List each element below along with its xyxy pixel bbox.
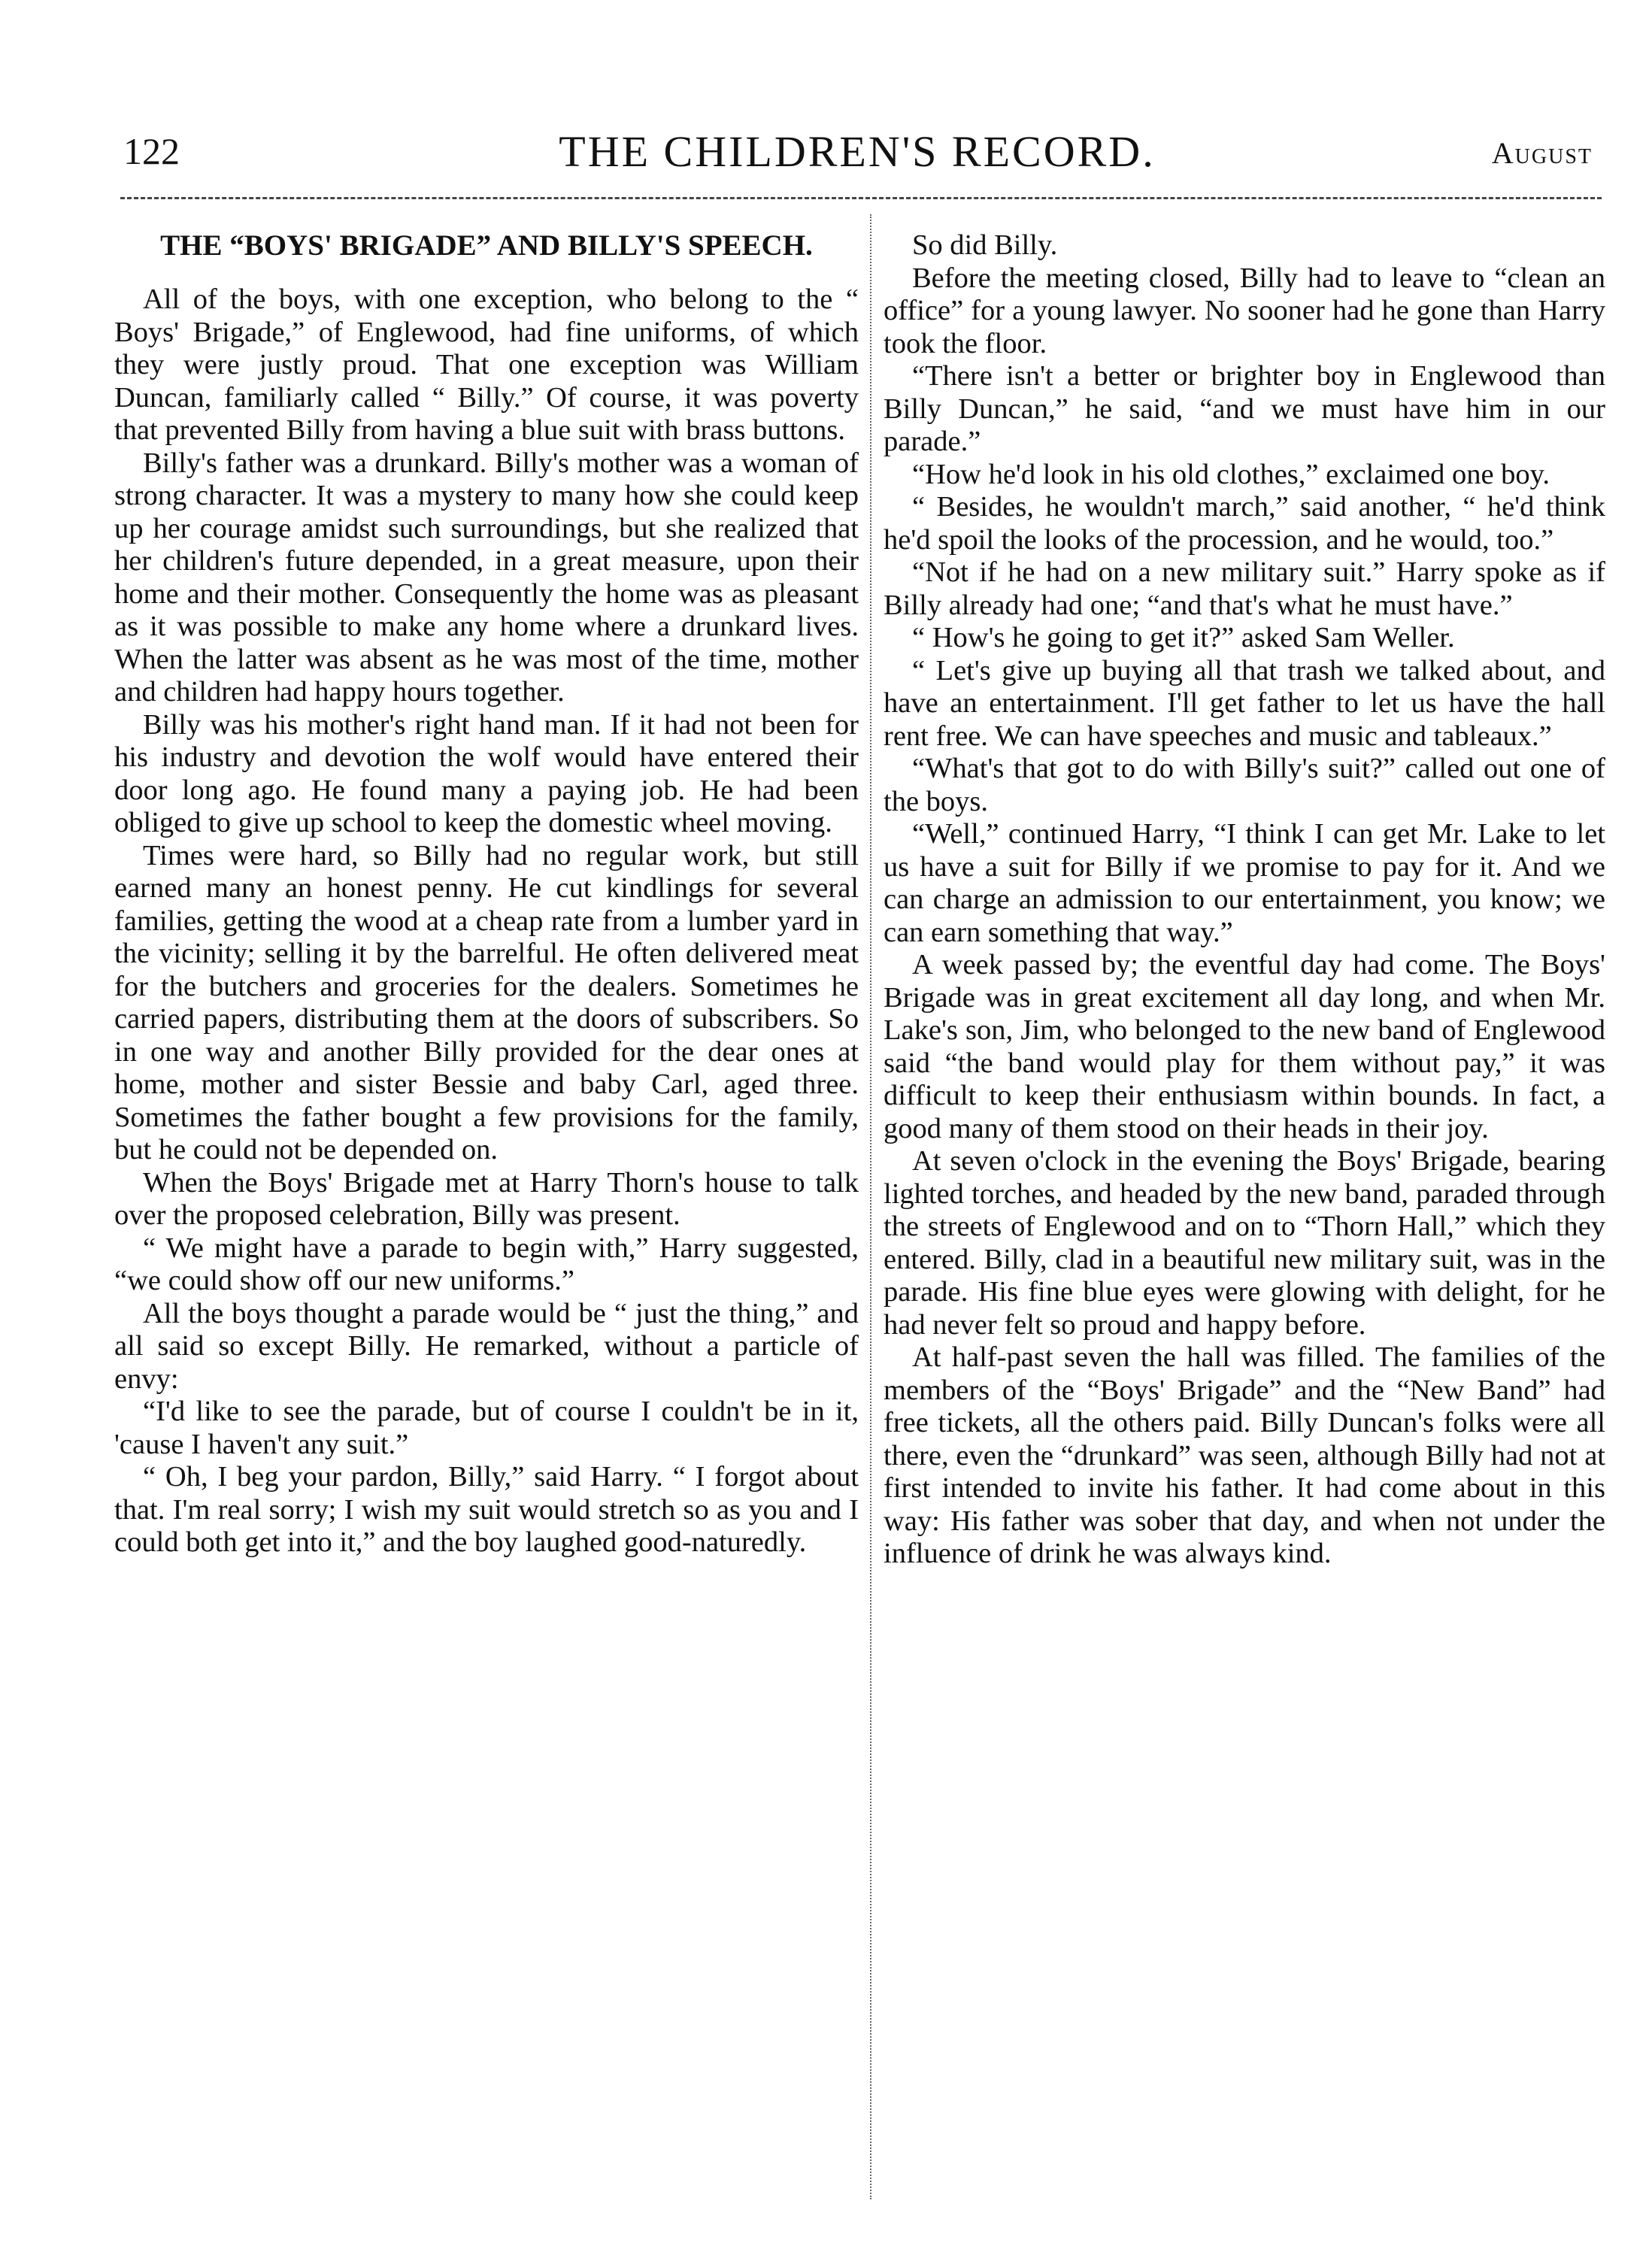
header-rule (120, 197, 1602, 199)
paragraph: At seven o'clock in the evening the Boys' Brigade, bearing lighted torches, and headed by the new band, paraded through the streets of Englewood and on to “Thorn Hall,” which they entered. Billy, clad in a beautiful new military suit, was in the parade. His fine blue eyes were glowing with delight, for he had never felt so proud and happy before. (884, 1145, 1605, 1341)
page-number: 122 (123, 130, 180, 172)
paragraph: All the boys thought a parade would be “ just the thing,” and all said so except Billy. He remarked, without a particle of envy: (114, 1297, 859, 1395)
page-header (113, 126, 1602, 186)
paragraph: A week passed by; the eventful day had come. The Boys' Brigade was in great excitement all day long, and when Mr. Lake's son, Jim, who belonged to the new band of Englewood said “the band would play for them without pay,” it was difficult to keep their enthusiasm within bounds. In fact, a good many of them stood on their heads in their joy. (884, 949, 1605, 1144)
issue-month: August (1491, 136, 1593, 170)
paragraph: “ We might have a parade to begin with,” Harry suggested, “we could show off our new uniforms.” (114, 1232, 859, 1296)
column-divider (870, 214, 871, 2199)
paragraph: “What's that got to do with Billy's suit?” called out one of the boys. (884, 753, 1605, 817)
paragraph: “How he'd look in his old clothes,” exclaimed one boy. (912, 458, 1550, 490)
paragraph: When the Boys' Brigade met at Harry Thorn's house to talk over the proposed celebration, Billy was present. (114, 1166, 859, 1231)
paragraph: “ Let's give up buying all that trash we talked about, and have an entertainment. I'll get father to let us have the hall rent free. We can have speeches and music and tableaux.” (884, 654, 1605, 752)
right-column (884, 229, 1605, 1571)
running-title: THE CHILDREN'S RECORD. (559, 127, 1156, 176)
left-column (114, 229, 859, 1559)
paragraph: Billy's father was a drunkard. Billy's mother was a woman of strong character. It was a mystery to many how she could keep up her courage amidst such surroundings, but she realized that her children's future depended, in a great measure, upon their home and their mother. Consequently the home was as pleasant as it was possible to make any home where a drunkard lives. When the latter was absent as he was most of the time, mother and children had happy hours together. (114, 447, 859, 708)
paragraph: At half-past seven the hall was filled. The families of the members of the “Boys' Brigade” and the “New Band” had free tickets, all the others paid. Billy Duncan's folks were all there, even the “drunkard” was seen, although Billy had not at first intended to invite his father. It had come about in this way: His father was sober that day, and when not under the influence of drink he was always kind. (884, 1341, 1605, 1569)
paragraph: “ Oh, I beg your pardon, Billy,” said Harry. “ I forgot about that. I'm real sorry; I wish my suit would stretch so as you and I could both get into it,” and the boy laughed good-naturedly. (114, 1461, 859, 1558)
paragraph: “Well,” continued Harry, “I think I can get Mr. Lake to let us have a suit for Billy if we promise to pay for it. And we can charge an admission to our entertainment, you know; we can earn something that way.” (884, 818, 1605, 948)
paragraph: “ Besides, he wouldn't march,” said another, “ he'd think he'd spoil the looks of the procession, and he would, too.” (884, 491, 1605, 556)
paragraph: “Not if he had on a new military suit.” Harry spoke as if Billy already had one; “and that's what he must have.” (884, 556, 1605, 621)
paragraph: “ How's he going to get it?” asked Sam Weller. (912, 622, 1455, 653)
paragraph: “I'd like to see the parade, but of course I couldn't be in it, 'cause I haven't any suit.” (114, 1396, 859, 1460)
article-headline: THE “BOYS' BRIGADE” AND BILLY'S SPEECH. (160, 229, 813, 262)
paragraph: Billy was his mother's right hand man. If it had not been for his industry and devotion the wolf would have entered their door long ago. He found many a paying job. He had been obliged to give up school to keep the domestic wheel moving. (114, 708, 859, 838)
paragraph: Before the meeting closed, Billy had to leave to “clean an office” for a young lawyer. No sooner had he gone than Harry took the floor. (884, 262, 1605, 359)
paragraph: “There isn't a better or brighter boy in Englewood than Billy Duncan,” he said, “and we must have him in our parade.” (884, 360, 1605, 457)
paragraph: All of the boys, with one exception, who belong to the “ Boys' Brigade,” of Englewood, had fine uniforms, of which they were justly proud. That one exception was William Duncan, familiarly called “ Billy.” Of course, it was poverty that prevented Billy from having a blue suit with brass buttons. (114, 283, 859, 446)
paragraph: So did Billy. (912, 229, 1058, 261)
paragraph: Times were hard, so Billy had no regular work, but still earned many an honest penny. He cut kindlings for several families, getting the wood at a cheap rate from a lumber yard in the vicinity; selling it by the barrelful. He often delivered meat for the butchers and groceries for the dealers. Sometimes he carried papers, distributing them at the doors of subscribers. So in one way and another Billy provided for the dear ones at home, mother and sister Bessie and baby Carl, aged three. Sometimes the father bought a few provisions for the family, but he could not be depended on. (114, 839, 859, 1165)
